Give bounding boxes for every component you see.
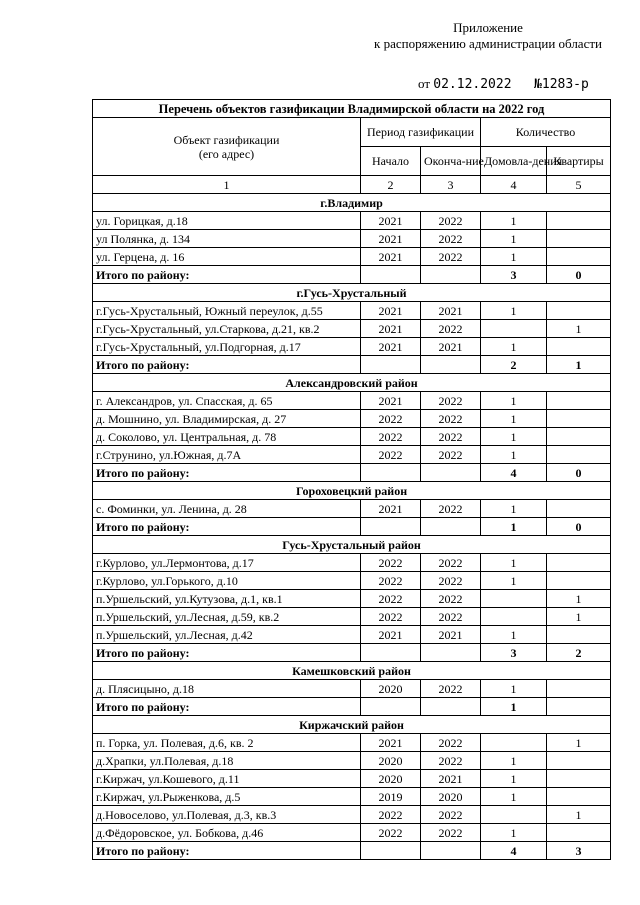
empty-cell bbox=[361, 356, 421, 374]
houses-cell bbox=[481, 590, 547, 608]
total-houses: 1 bbox=[481, 698, 547, 716]
table-row bbox=[93, 212, 611, 230]
apartments-cell: 1 bbox=[547, 590, 611, 608]
header-apartments: Квартиры bbox=[547, 147, 611, 176]
total-apartments: 0 bbox=[547, 518, 611, 536]
date-prefix: от bbox=[418, 76, 431, 91]
total-apartments: 1 bbox=[547, 356, 611, 374]
empty-cell bbox=[421, 518, 481, 536]
houses-cell bbox=[481, 608, 547, 626]
address-cell: г.Гусь-Хрустальный, ул.Старкова, д.21, кв.2 bbox=[93, 320, 361, 338]
district-row bbox=[93, 194, 611, 212]
houses-cell: 1 bbox=[481, 410, 547, 428]
start-year-cell: 2022 bbox=[361, 590, 421, 608]
district-name: г.Гусь-Хрустальный bbox=[93, 284, 611, 302]
empty-cell bbox=[421, 464, 481, 482]
district-row bbox=[93, 536, 611, 554]
empty-cell bbox=[361, 266, 421, 284]
houses-cell: 1 bbox=[481, 248, 547, 266]
apartments-cell bbox=[547, 338, 611, 356]
end-year-cell: 2022 bbox=[421, 212, 481, 230]
table-row bbox=[93, 590, 611, 608]
end-year-cell: 2022 bbox=[421, 248, 481, 266]
column-number: 5 bbox=[547, 176, 611, 194]
header-object-label: Объект газификации bbox=[173, 132, 280, 147]
end-year-cell: 2020 bbox=[421, 788, 481, 806]
apartments-cell: 1 bbox=[547, 734, 611, 752]
houses-cell: 1 bbox=[481, 572, 547, 590]
table-row bbox=[93, 734, 611, 752]
address-cell: г.Струнино, ул.Южная, д.7А bbox=[93, 446, 361, 464]
start-year-cell: 2020 bbox=[361, 680, 421, 698]
address-cell: д. Мошнино, ул. Владимирская, д. 27 bbox=[93, 410, 361, 428]
address-cell: д.Храпки, ул.Полевая, д.18 bbox=[93, 752, 361, 770]
address-cell: г.Курлово, ул.Лермонтова, д.17 bbox=[93, 554, 361, 572]
address-cell: д. Плясицыно, д.18 bbox=[93, 680, 361, 698]
district-row bbox=[93, 374, 611, 392]
houses-cell: 1 bbox=[481, 680, 547, 698]
houses-cell: 1 bbox=[481, 302, 547, 320]
start-year-cell: 2020 bbox=[361, 752, 421, 770]
district-total-row bbox=[93, 644, 611, 662]
district-total-row bbox=[93, 266, 611, 284]
address-cell: ул. Горицкая, д.18 bbox=[93, 212, 361, 230]
end-year-cell: 2022 bbox=[421, 590, 481, 608]
table-row bbox=[93, 788, 611, 806]
table-row bbox=[93, 338, 611, 356]
start-year-cell: 2022 bbox=[361, 428, 421, 446]
address-cell: г.Гусь-Хрустальный, ул.Подгорная, д.17 bbox=[93, 338, 361, 356]
total-apartments: 3 bbox=[547, 842, 611, 860]
total-houses: 1 bbox=[481, 518, 547, 536]
apartments-cell bbox=[547, 680, 611, 698]
start-year-cell: 2021 bbox=[361, 626, 421, 644]
start-year-cell: 2021 bbox=[361, 500, 421, 518]
houses-cell: 1 bbox=[481, 752, 547, 770]
district-name: Гусь-Хрустальный район bbox=[93, 536, 611, 554]
start-year-cell: 2022 bbox=[361, 572, 421, 590]
table-title: Перечень объектов газификации Владимирской области на 2022 год bbox=[93, 100, 611, 118]
address-cell: с. Фоминки, ул. Ленина, д. 28 bbox=[93, 500, 361, 518]
houses-cell: 1 bbox=[481, 212, 547, 230]
houses-cell: 1 bbox=[481, 338, 547, 356]
district-row bbox=[93, 662, 611, 680]
end-year-cell: 2021 bbox=[421, 338, 481, 356]
table-row bbox=[93, 806, 611, 824]
table-row bbox=[93, 230, 611, 248]
houses-cell: 1 bbox=[481, 788, 547, 806]
header-houses: Домовла-дения bbox=[481, 147, 547, 176]
start-year-cell: 2022 bbox=[361, 554, 421, 572]
houses-cell: 1 bbox=[481, 824, 547, 842]
empty-cell bbox=[361, 518, 421, 536]
empty-cell bbox=[361, 842, 421, 860]
start-year-cell: 2022 bbox=[361, 608, 421, 626]
table-row bbox=[93, 770, 611, 788]
apartments-cell bbox=[547, 410, 611, 428]
start-year-cell: 2021 bbox=[361, 302, 421, 320]
table-row bbox=[93, 248, 611, 266]
column-number-row bbox=[93, 176, 611, 194]
end-year-cell: 2021 bbox=[421, 302, 481, 320]
table-row bbox=[93, 428, 611, 446]
houses-cell bbox=[481, 806, 547, 824]
start-year-cell: 2021 bbox=[361, 392, 421, 410]
end-year-cell: 2022 bbox=[421, 806, 481, 824]
apartments-cell bbox=[547, 554, 611, 572]
end-year-cell: 2022 bbox=[421, 410, 481, 428]
address-cell: п. Горка, ул. Полевая, д.6, кв. 2 bbox=[93, 734, 361, 752]
end-year-cell: 2022 bbox=[421, 428, 481, 446]
end-year-cell: 2022 bbox=[421, 752, 481, 770]
houses-cell: 1 bbox=[481, 230, 547, 248]
header-period: Период газификации bbox=[361, 118, 481, 147]
end-year-cell: 2022 bbox=[421, 446, 481, 464]
header-object-sub: (его адрес) bbox=[198, 146, 255, 161]
header-quantity: Количество bbox=[481, 118, 611, 147]
district-row bbox=[93, 716, 611, 734]
district-total-row bbox=[93, 356, 611, 374]
total-apartments bbox=[547, 698, 611, 716]
district-total-row bbox=[93, 464, 611, 482]
total-label: Итого по району: bbox=[93, 842, 361, 860]
address-cell: д.Фёдоровское, ул. Бобкова, д.46 bbox=[93, 824, 361, 842]
header-row-1 bbox=[93, 118, 611, 147]
end-year-cell: 2022 bbox=[421, 392, 481, 410]
address-cell: ул. Герцена, д. 16 bbox=[93, 248, 361, 266]
table-row bbox=[93, 680, 611, 698]
district-name: Гороховецкий район bbox=[93, 482, 611, 500]
address-cell: г.Киржач, ул.Рыженкова, д.5 bbox=[93, 788, 361, 806]
district-row bbox=[93, 482, 611, 500]
column-number: 1 bbox=[93, 176, 361, 194]
start-year-cell: 2021 bbox=[361, 338, 421, 356]
order-date: 02.12.2022 bbox=[433, 77, 512, 92]
start-year-cell: 2022 bbox=[361, 446, 421, 464]
apartments-cell: 1 bbox=[547, 608, 611, 626]
start-year-cell: 2021 bbox=[361, 230, 421, 248]
address-cell: д. Соколово, ул. Центральная, д. 78 bbox=[93, 428, 361, 446]
total-label: Итого по району: bbox=[93, 518, 361, 536]
houses-cell: 1 bbox=[481, 626, 547, 644]
total-houses: 3 bbox=[481, 266, 547, 284]
address-cell: г.Курлово, ул.Горького, д.10 bbox=[93, 572, 361, 590]
address-cell: г. Александров, ул. Спасская, д. 65 bbox=[93, 392, 361, 410]
apartments-cell bbox=[547, 230, 611, 248]
houses-cell: 1 bbox=[481, 428, 547, 446]
apartments-cell bbox=[547, 572, 611, 590]
end-year-cell: 2022 bbox=[421, 230, 481, 248]
table-body bbox=[93, 100, 611, 860]
empty-cell bbox=[361, 464, 421, 482]
empty-cell bbox=[421, 266, 481, 284]
address-cell: ул Полянка, д. 134 bbox=[93, 230, 361, 248]
order-number: №1283-р bbox=[534, 77, 589, 92]
header-end: Оконча-ние bbox=[421, 147, 481, 176]
gasification-table bbox=[92, 99, 611, 860]
apartments-cell bbox=[547, 500, 611, 518]
total-houses: 3 bbox=[481, 644, 547, 662]
table-row bbox=[93, 824, 611, 842]
houses-cell bbox=[481, 320, 547, 338]
total-houses: 2 bbox=[481, 356, 547, 374]
end-year-cell: 2022 bbox=[421, 500, 481, 518]
table-row bbox=[93, 410, 611, 428]
total-houses: 4 bbox=[481, 464, 547, 482]
apartments-cell bbox=[547, 770, 611, 788]
apartments-cell bbox=[547, 302, 611, 320]
address-cell: п.Уршельский, ул.Лесная, д.42 bbox=[93, 626, 361, 644]
address-cell: д.Новоселово, ул.Полевая, д.3, кв.3 bbox=[93, 806, 361, 824]
start-year-cell: 2019 bbox=[361, 788, 421, 806]
total-label: Итого по району: bbox=[93, 644, 361, 662]
start-year-cell: 2021 bbox=[361, 212, 421, 230]
apartments-cell bbox=[547, 392, 611, 410]
houses-cell: 1 bbox=[481, 770, 547, 788]
apartments-cell: 1 bbox=[547, 320, 611, 338]
end-year-cell: 2022 bbox=[421, 608, 481, 626]
district-name: Киржачский район bbox=[93, 716, 611, 734]
apartments-cell bbox=[547, 446, 611, 464]
district-total-row bbox=[93, 842, 611, 860]
table-row bbox=[93, 320, 611, 338]
table-row bbox=[93, 572, 611, 590]
empty-cell bbox=[421, 356, 481, 374]
end-year-cell: 2022 bbox=[421, 680, 481, 698]
table-row bbox=[93, 500, 611, 518]
houses-cell: 1 bbox=[481, 554, 547, 572]
header-object bbox=[93, 118, 361, 176]
start-year-cell: 2021 bbox=[361, 248, 421, 266]
start-year-cell: 2020 bbox=[361, 770, 421, 788]
start-year-cell: 2021 bbox=[361, 320, 421, 338]
table-row bbox=[93, 608, 611, 626]
table-row bbox=[93, 626, 611, 644]
end-year-cell: 2021 bbox=[421, 626, 481, 644]
start-year-cell: 2022 bbox=[361, 806, 421, 824]
total-apartments: 0 bbox=[547, 464, 611, 482]
end-year-cell: 2022 bbox=[421, 572, 481, 590]
apartments-cell bbox=[547, 788, 611, 806]
empty-cell bbox=[421, 698, 481, 716]
table-row bbox=[93, 302, 611, 320]
apartments-cell bbox=[547, 626, 611, 644]
total-label: Итого по району: bbox=[93, 464, 361, 482]
table-row bbox=[93, 392, 611, 410]
total-label: Итого по району: bbox=[93, 698, 361, 716]
column-number: 2 bbox=[361, 176, 421, 194]
appendix-reference: к распоряжению администрации области bbox=[374, 36, 602, 51]
total-label: Итого по району: bbox=[93, 356, 361, 374]
district-name: Александровский район bbox=[93, 374, 611, 392]
houses-cell: 1 bbox=[481, 446, 547, 464]
houses-cell: 1 bbox=[481, 392, 547, 410]
start-year-cell: 2022 bbox=[361, 410, 421, 428]
total-label: Итого по району: bbox=[93, 266, 361, 284]
table-title-row bbox=[93, 100, 611, 118]
empty-cell bbox=[421, 644, 481, 662]
houses-cell: 1 bbox=[481, 500, 547, 518]
appendix-header bbox=[374, 20, 602, 52]
address-cell: г.Киржач, ул.Кошевого, д.11 bbox=[93, 770, 361, 788]
table-row bbox=[93, 446, 611, 464]
column-number: 3 bbox=[421, 176, 481, 194]
end-year-cell: 2022 bbox=[421, 554, 481, 572]
start-year-cell: 2021 bbox=[361, 734, 421, 752]
district-name: Камешковский район bbox=[93, 662, 611, 680]
header-start: Начало bbox=[361, 147, 421, 176]
appendix-label: Приложение bbox=[453, 20, 523, 35]
empty-cell bbox=[361, 644, 421, 662]
apartments-cell bbox=[547, 752, 611, 770]
empty-cell bbox=[421, 842, 481, 860]
apartments-cell: 1 bbox=[547, 806, 611, 824]
empty-cell bbox=[361, 698, 421, 716]
apartments-cell bbox=[547, 248, 611, 266]
district-row bbox=[93, 284, 611, 302]
table-row bbox=[93, 554, 611, 572]
total-apartments: 0 bbox=[547, 266, 611, 284]
apartments-cell bbox=[547, 824, 611, 842]
column-number: 4 bbox=[481, 176, 547, 194]
total-houses: 4 bbox=[481, 842, 547, 860]
end-year-cell: 2022 bbox=[421, 824, 481, 842]
district-total-row bbox=[93, 698, 611, 716]
total-apartments: 2 bbox=[547, 644, 611, 662]
start-year-cell: 2022 bbox=[361, 824, 421, 842]
apartments-cell bbox=[547, 212, 611, 230]
table-row bbox=[93, 752, 611, 770]
order-date-number bbox=[418, 76, 589, 92]
district-name: г.Владимир bbox=[93, 194, 611, 212]
address-cell: п.Уршельский, ул.Лесная, д.59, кв.2 bbox=[93, 608, 361, 626]
address-cell: г.Гусь-Хрустальный, Южный переулок, д.55 bbox=[93, 302, 361, 320]
district-total-row bbox=[93, 518, 611, 536]
address-cell: п.Уршельский, ул.Кутузова, д.1, кв.1 bbox=[93, 590, 361, 608]
houses-cell bbox=[481, 734, 547, 752]
end-year-cell: 2022 bbox=[421, 320, 481, 338]
end-year-cell: 2021 bbox=[421, 770, 481, 788]
apartments-cell bbox=[547, 428, 611, 446]
end-year-cell: 2022 bbox=[421, 734, 481, 752]
